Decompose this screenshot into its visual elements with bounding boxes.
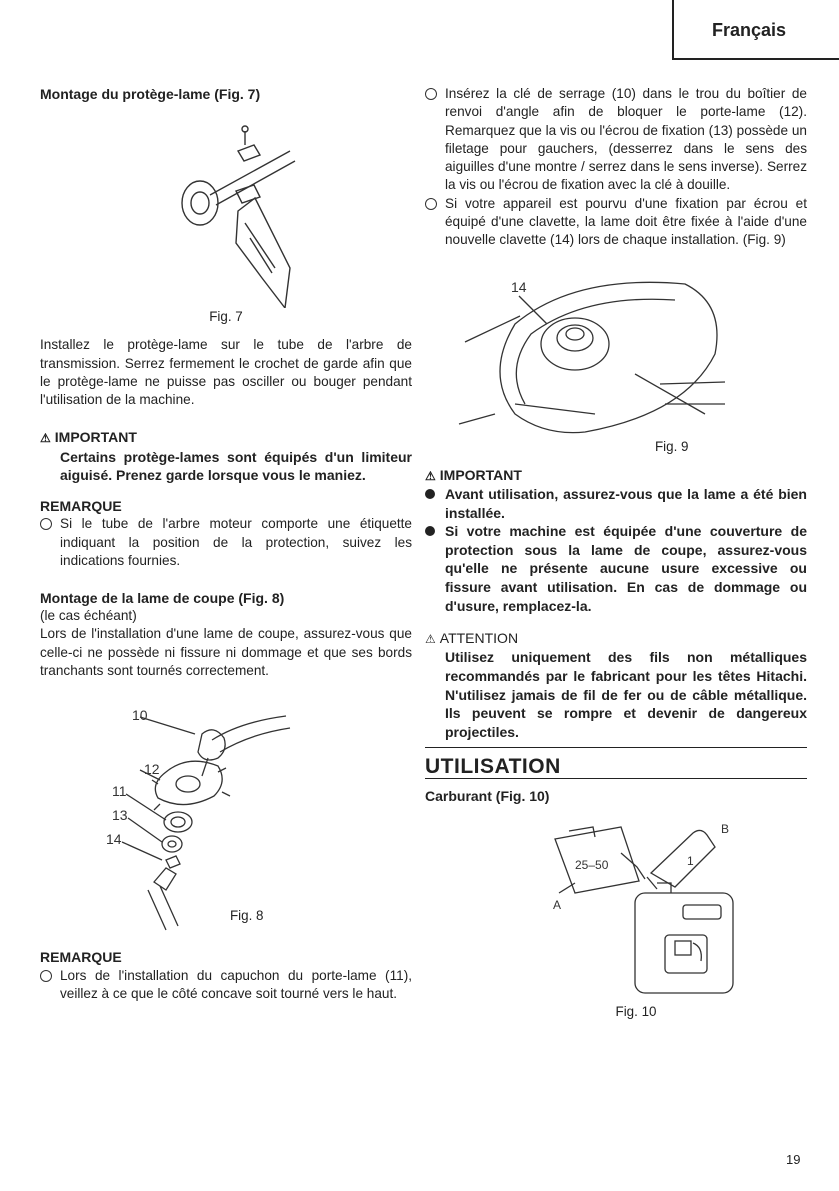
instruction-item-2 xyxy=(425,195,807,250)
warning-icon: ⚠ xyxy=(425,632,436,647)
fig10-heading: Carburant (Fig. 10) xyxy=(425,787,550,804)
remarque-2-heading: REMARQUE xyxy=(40,949,122,966)
warning-icon: ⚠ xyxy=(425,468,436,483)
filled-bullet-icon xyxy=(425,526,435,536)
filled-bullet-icon xyxy=(425,489,435,499)
cutting-blade-exploded-drawing xyxy=(40,692,412,932)
instruction-item-1-text: Insérez la clé de serrage (10) dans le trou du boîtier de renvoi d'angle afin de bloquer le porte-lame (12). Remarquez que la vis ou l'écrou de fixation (13) possède un filetage pour gauchers, (desserrez dans le sens des aiguilles d'une montre / serrez dans le sens inverse). Serrez la vis ou l'écrou de fixation avec la clé à douille. xyxy=(445,86,807,193)
fig8-label-10: 10 xyxy=(132,707,148,724)
attention-block xyxy=(425,629,807,748)
important-1-heading: IMPORTANT xyxy=(54,429,137,446)
important-2-item-2-text: Si votre machine est équipée d'une couverture de protection sous la lame de coupe, assurez-vous qu'elle ne présente aucune usure excessive ou fissure avant utilisation. En cas de dommage ou d'usure, remplacez-la. xyxy=(445,523,807,614)
important-2-item-1-text: Avant utilisation, assurez-vous que la lame a été bien installée. xyxy=(445,485,807,521)
circle-bullet-icon xyxy=(40,518,52,530)
page-number: 19 xyxy=(786,1152,801,1167)
fig7-illustration xyxy=(40,103,412,308)
language-label: Français xyxy=(712,20,787,40)
fig8-section xyxy=(40,589,412,680)
attention-heading: ATTENTION xyxy=(439,630,519,647)
remarque-1-heading: REMARQUE xyxy=(40,497,122,514)
remarque-2 xyxy=(40,948,412,1003)
fig8-label-14: 14 xyxy=(106,831,122,848)
blade-mount-drawing xyxy=(425,264,807,454)
important-2-item-1 xyxy=(425,485,807,522)
important-1-text: Certains protège-lames sont équipés d'un limiteur aiguisé. Prenez garde lorsque vous le maniez. xyxy=(60,448,412,484)
fig8-paragraph: Lors de l'installation d'une lame de coupe, assurez-vous que celle-ci ne possède ni fissure ni dommage et que ses bords tranchants sont tournés correctement. xyxy=(40,626,412,679)
remarque-1 xyxy=(40,497,412,570)
fig10-label-a: A xyxy=(553,897,562,912)
circle-bullet-icon xyxy=(40,970,52,982)
important-2-heading: IMPORTANT xyxy=(439,466,522,483)
important-2 xyxy=(425,466,807,615)
fig10-caption: Fig. 10 xyxy=(615,1003,657,1019)
fig8-label-11: 11 xyxy=(112,783,127,800)
fig9-illustration xyxy=(425,264,807,454)
remarque-2-item xyxy=(40,967,412,1004)
instruction-item-2-text: Si votre appareil est pourvu d'une fixation par écrou et équipé d'une clavette, la lame doit être fixée à l'aide d'une nouvelle clavette (14) lors de chaque installation. (Fig. 9) xyxy=(445,195,807,248)
fig8-heading: Montage de la lame de coupe (Fig. 8) xyxy=(40,590,285,607)
fig8-subheading: (le cas échéant) xyxy=(40,608,137,624)
fig10-label-b: B xyxy=(721,821,730,836)
fig8-label-12: 12 xyxy=(144,761,160,778)
fig9-label-14: 14 xyxy=(511,278,527,295)
fig10-illustration xyxy=(425,813,807,1003)
remarque-1-item xyxy=(40,515,412,570)
attention-text: Utilisez uniquement des fils non métalliques recommandés par le fabricant pour les têtes Hitachi. N'utilisez jamais de fil de fer ou de câble métallique. Ils peuvent se rompre et devenir de dangereux projectiles. xyxy=(445,649,807,740)
fig7-heading: Montage du protège-lame (Fig. 7) xyxy=(40,86,261,102)
right-column xyxy=(425,85,807,1021)
fig8-caption: Fig. 8 xyxy=(230,908,264,924)
circle-bullet-icon xyxy=(425,88,437,100)
instruction-item-1 xyxy=(425,85,807,195)
fig9-caption: Fig. 9 xyxy=(655,438,689,454)
remarque-2-text: Lors de l'installation du capuchon du porte-lame (11), veillez à ce que le côté concave soit tourné vers le haut. xyxy=(60,967,412,1001)
fig10-label-1: 1 xyxy=(687,853,694,868)
fuel-mixing-drawing xyxy=(425,813,807,1003)
warning-icon: ⚠ xyxy=(40,431,51,446)
left-column xyxy=(40,85,412,1003)
important-1 xyxy=(40,428,412,484)
language-tab xyxy=(672,0,839,60)
fig10-ratio-label: 25–50 xyxy=(575,857,609,872)
remarque-1-text: Si le tube de l'arbre moteur comporte une étiquette indiquant la position de la protection, suivez les indications fournies. xyxy=(60,516,412,568)
important-2-item-2 xyxy=(425,522,807,615)
section-title: UTILISATION xyxy=(425,756,807,778)
fig8-label-13: 13 xyxy=(112,807,128,824)
fig7-caption: Fig. 7 xyxy=(209,309,243,324)
circle-bullet-icon xyxy=(425,198,437,210)
fig8-illustration xyxy=(40,692,412,932)
fig7-paragraph: Installez le protège-lame sur le tube de l'arbre de transmission. Serrez fermement le crochet de garde afin que le protège-lame ne puisse pas osciller ou bouger pendant l'utilisation de la machine. xyxy=(40,337,412,408)
blade-guard-drawing xyxy=(40,103,412,308)
